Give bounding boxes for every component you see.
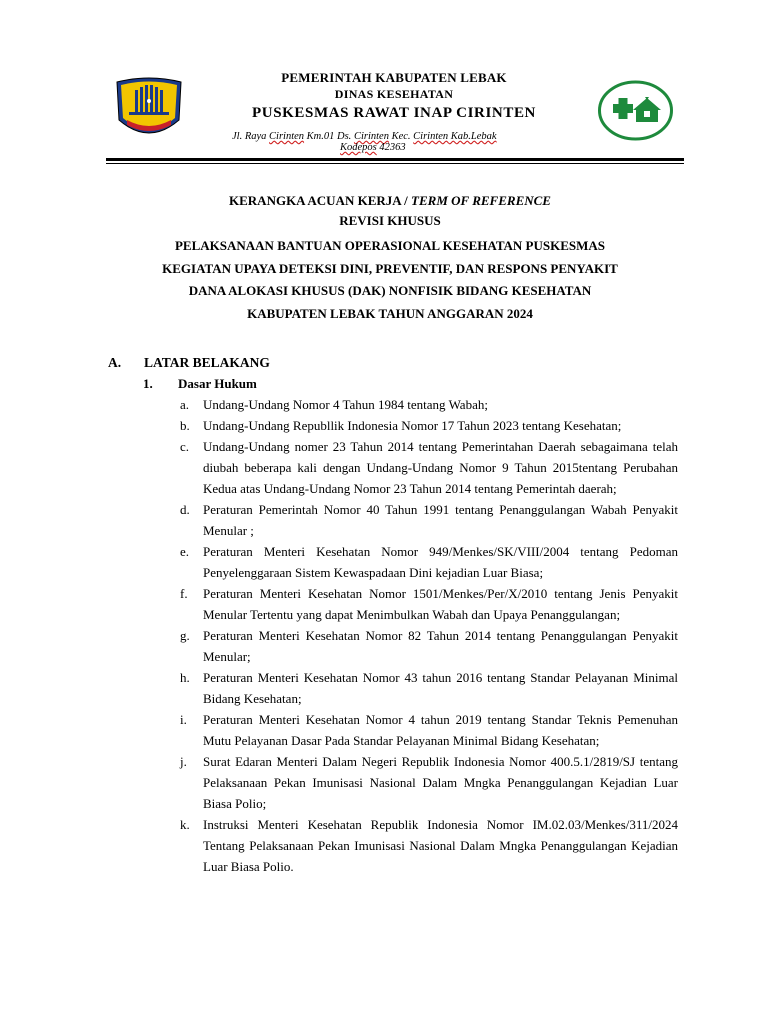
department-name: DINAS KESEHATAN	[334, 87, 454, 101]
list-marker: b.	[180, 418, 190, 433]
list-item-text: Undang-Undang nomer 23 Tahun 2014 tentang Pemerintahan Daerah sebagaimana telah diubah beberapa kali dengan Undang-Undang Nomor 9 Tahun 2015tentang Perubahan Kedua atas Undang-Undang Nomor 23 Tahun 2014 tentang Pemerintah daerah;	[203, 439, 678, 496]
list-item-text: Peraturan Menteri Kesehatan Nomor 4 tahun 2019 tentang Standar Teknis Pemenuhan Mutu Pelayanan Dasar Pada Standar Pelayanan Minimal Bidang Kesehatan;	[203, 712, 678, 748]
list-item-text: Peraturan Menteri Kesehatan Nomor 1501/Menkes/Per/X/2010 tentang Jenis Penyakit Menular Tertentu yang dapat Menimbulkan Wabah dan Upaya Penanggulangan;	[203, 586, 678, 622]
title-line-3: PELAKSANAAN BANTUAN OPERASIONAL KESEHATAN PUSKESMAS	[174, 238, 606, 253]
title-line-1: KERANGKA ACUAN KERJA / TERM OF REFERENCE	[229, 193, 551, 208]
list-item-text: Peraturan Menteri Kesehatan Nomor 949/Menkes/SK/VIII/2004 tentang Pedoman Penyelenggaraan Sistem Kewaspadaan Dini kejadian Luar Biasa;	[203, 544, 678, 580]
letterhead	[200, 70, 588, 124]
title-line-4: KEGIATAN UPAYA DETEKSI DINI, PREVENTIF, DAN RESPONS PENYAKIT	[162, 260, 618, 276]
list-item	[180, 415, 678, 436]
list-marker: h.	[180, 670, 190, 685]
lebak-emblem-icon	[113, 76, 185, 140]
government-name: PEMERINTAH KABUPATEN LEBAK	[281, 70, 507, 85]
list-item	[180, 541, 678, 583]
list-item-text: Undang-Undang Republlik Indonesia Nomor 17 Tahun 2023 tentang Kesehatan;	[203, 418, 622, 433]
list-item-text: Peraturan Pemerintah Nomor 40 Tahun 1991 tentang Penanggulangan Wabah Penyakit Menular ;	[203, 502, 678, 538]
list-item	[180, 814, 678, 877]
title-line-2: REVISI KHUSUS	[339, 213, 441, 228]
letterhead-rule-thin	[106, 163, 684, 164]
puskesmas-name: PUSKESMAS RAWAT INAP CIRINTEN	[252, 105, 536, 121]
list-item-text: Surat Edaran Menteri Dalam Negeri Republik Indonesia Nomor 400.5.1/2819/SJ tentang Pelaksanaan Pekan Imunisasi Nasional Dalam Mngka Penanggulangan Kejadian Luar Biasa Polio;	[203, 754, 678, 811]
list-marker: g.	[180, 628, 190, 643]
letterhead-address: Jl. Raya Cirinten Km.01 Ds. Cirinten Kec. Cirinten Kab.Lebak Kodepos 42363	[232, 131, 497, 153]
list-marker: d.	[180, 502, 190, 517]
list-item	[180, 394, 678, 415]
list-item	[180, 667, 678, 709]
list-marker: j.	[180, 754, 187, 769]
title-line-5: DANA ALOKASI KHUSUS (DAK) NONFISIK BIDANG KESEHATAN	[188, 283, 592, 298]
list-item-text: Instruksi Menteri Kesehatan Republik Indonesia Nomor IM.02.03/Menkes/311/2024 Tentang Pelaksanaan Pekan Imunisasi Nasional Dalam Mngka Penanggulangan Kejadian Luar Biasa Polio.	[203, 817, 678, 874]
list-item-text: Undang-Undang Nomor 4 Tahun 1984 tentang Wabah;	[203, 397, 488, 412]
list-marker: i.	[180, 712, 187, 727]
list-marker: e.	[180, 544, 190, 559]
puskesmas-logo-icon	[597, 80, 674, 141]
list-marker: f.	[180, 586, 188, 601]
list-item	[180, 583, 678, 625]
document-page: PEMERINTAH KABUPATEN LEBAK DINAS KESEHATAN PUSKESMAS RAWAT INAP CIRINTEN Jl. Raya Cirinten Km.01 Ds. Cirinten Kec. Cirinten Kab.Lebak Kodepos 42363 KERANGKA ACUAN KERJA / TERM OF REFERENCE REVISI KHUSUS PELAKSANAAN BANTUAN OPERASIONAL KESEHATAN PUSKESMAS KEGIATAN UPAYA DETEKSI DINI, PREVENTIF, DAN RESPONS PENYAKIT DANA ALOKASI KHUSUS (DAK) NONFISIK BIDANG KESEHATAN KABUPATEN LEBAK TAHUN ANGGARAN 2024 A. LATAR BELAKANG 1. Dasar Hukum a. Undang-Undang Nomor 4 Tahun 1984 tentang Wabah; b. Undang-Undang Republlik Indonesia Nomor 17 Tahun 2023 tentang Kesehatan; c. Undang-Undang nomer 23 Tahun 2014 tentang Pemerintahan Daerah sebagaimana telah diubah beberapa kali dengan Undang-Undang Nomor 9 Tahun 2015tentang Perubahan Kedua atas Undang-Undang Nomor 23 Tahun 2014 tentang Pemerintah daerah; d. Peraturan Pemerintah Nomor 40 Tahun 1991 tentang Penanggulangan Wabah Penyakit Menular ; e. Peraturan Menteri Kesehatan Nomor 949/Menkes/SK/VIII/2004 tentang Pedoman Penyelenggaraan Sistem Kewaspadaan Dini kejadian Luar Biasa; f. Peraturan Menteri Kesehatan Nomor 1501/Menkes/Per/X/2010 tentang Jenis Penyakit Menular Tertentu yang dapat Menimbulkan Wabah dan Upaya Penanggulangan; g. Peraturan Menteri Kesehatan Nomor 82 Tahun 2014 tentang Penanggulangan Penyakit Menular; h. Peraturan Menteri Kesehatan Nomor 43 tahun 2016 tentang Standar Pelayanan Minimal Bidang Kesehatan; i. Peraturan Menteri Kesehatan Nomor 4 tahun 2019 tentang Standar Teknis Pemenuhan Mutu Pelayanan Dasar Pada Standar Pelayanan Minimal Bidang Kesehatan; j. Surat Edaran Menteri Dalam Negeri Republik Indonesia Nomor 400.5.1/2819/SJ tentang Pelaksanaan Pekan Imunisasi Nasional Dalam Mngka Penanggulangan Kejadian Luar Biasa Polio; k. Instruksi Menteri Kesehatan Republik Indonesia Nomor IM.02.03/Menkes/311/2024 Tentang Pelaksanaan Pekan Imunisasi Nasional Dalam Mngka Penanggulangan Kejadian Luar Biasa Polio.	[0, 0, 768, 1024]
list-item	[180, 625, 678, 667]
list-marker: c.	[180, 439, 190, 454]
list-item	[180, 499, 678, 541]
list-item-text: Peraturan Menteri Kesehatan Nomor 82 Tahun 2014 tentang Penanggulangan Penyakit Menular;	[203, 628, 678, 664]
list-item	[180, 751, 678, 814]
title-line-6: KABUPATEN LEBAK TAHUN ANGGARAN 2024	[247, 305, 533, 321]
list-item-text: Peraturan Menteri Kesehatan Nomor 43 tahun 2016 tentang Standar Pelayanan Minimal Bidang Kesehatan;	[203, 670, 678, 706]
letterhead-rule-thick	[106, 158, 684, 161]
document-title	[100, 191, 680, 325]
list-marker: k.	[180, 817, 190, 832]
list-item	[180, 709, 678, 751]
list-item	[180, 436, 678, 499]
legal-basis-list	[180, 394, 678, 877]
list-marker: a.	[180, 397, 190, 412]
